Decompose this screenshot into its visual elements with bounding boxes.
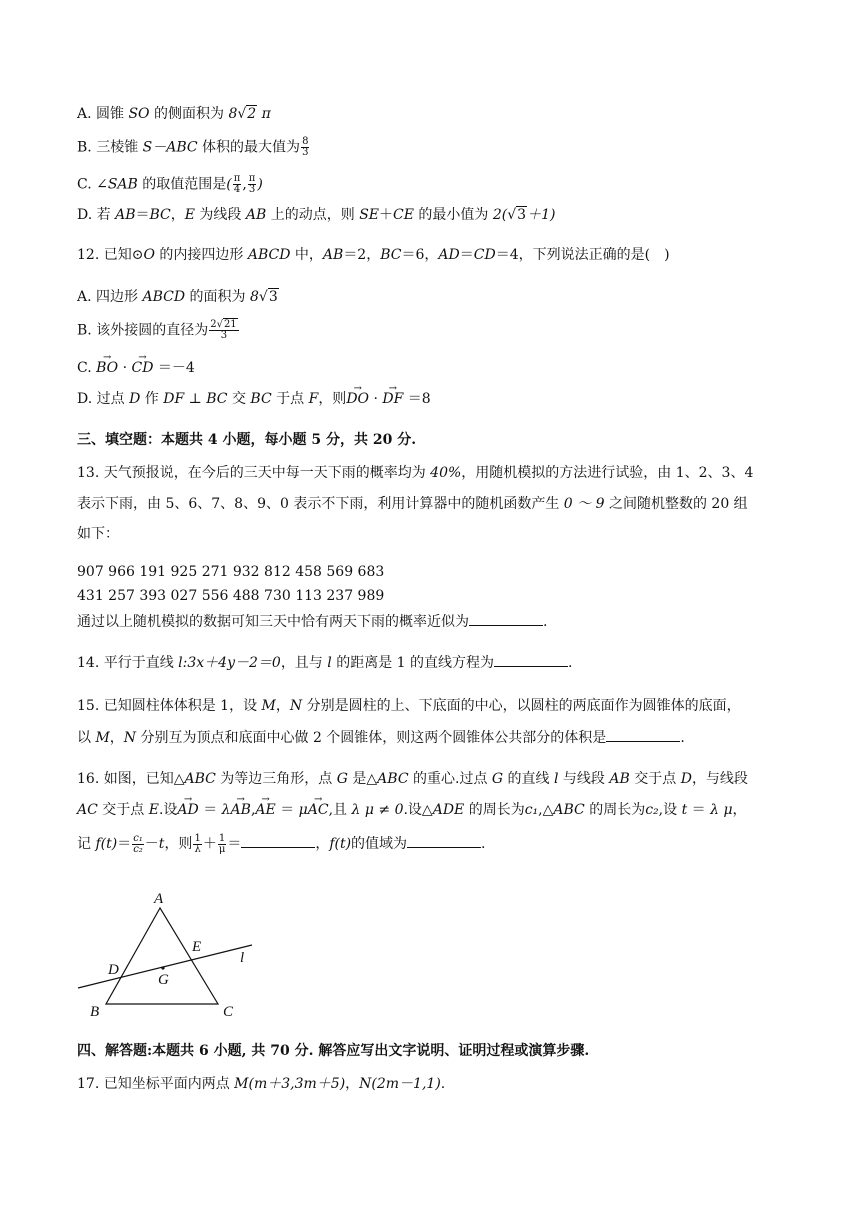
triangle-figure (74, 888, 264, 1028)
q13-line-3: 如下： (77, 526, 119, 542)
q12-option-b: B. 该外接圆的直径为 $\frac{2√21}{3}$ (77, 319, 237, 341)
label-e: E (192, 939, 202, 955)
label-g: G (158, 972, 169, 988)
point-g (161, 966, 164, 969)
q12-option-d: D. 过点 D 作 DF ⊥ BC 交 BC 于点 F，则→ DO · → DF ＝8 (77, 389, 431, 409)
section-3-heading: 三、填空题：本题共 4 小题，每小题 5 分，共 20 分. (77, 432, 417, 448)
q12-stem: 12. 已知⊙O 的内接四边形 ABCD 中，AB＝2，BC＝6，AD＝CD＝4，下列说法正确的是( ) (77, 247, 670, 263)
q12-option-a: A. 四边形 ABCD 的面积为 8√3 (77, 289, 278, 305)
q16-line-3: 记 f(t)＝ $\frac{\text{c₁}}{\text{c₂}}$ －t，则 $\frac{1}{\lambda}$ ＋ $\frac{1}{\mu}$ ＝ ，f(t)的值域为 . (77, 832, 486, 855)
label-a: A (154, 891, 164, 907)
q11-option-b: B. 三棱锥 S－ABC 体积的最大值为 $\frac{8}{3}$ (77, 136, 309, 158)
label-b: B (90, 1004, 100, 1020)
q16-line-1: 16. 如图，已知△ABC 为等边三角形，点 G 是△ABC 的重心.过点 G 的直线 l 与线段 AB 交于点 D，与线段 (77, 771, 748, 787)
section-4-heading: 四、解答题:本题共 6 小题, 共 70 分. 解答应写出文字说明、证明过程或演算步骤. (77, 1043, 590, 1059)
label-d: D (108, 962, 119, 978)
label-c: C (223, 1004, 234, 1020)
q13-line-1: 13. 天气预报说，在今后的三天中每一天下雨的概率均为 40%，用随机模拟的方法进行试验，由 1、2、3、4 (77, 465, 754, 481)
q13-data-row-2: 431 257 393 027 556 488 730 113 237 989 (77, 588, 385, 604)
q11-option-c: C. ∠SAB 的取值范围是( $\frac{\pi}{4}$ , $\frac{\pi}{3}$ ) (77, 173, 263, 195)
q13-question: 通过以上随机模拟的数据可知三天中恰有两天下雨的概率近似为 . (77, 611, 547, 632)
q15-line-1: 15. 已知圆柱体体积是 1，设 M，N 分别是圆柱的上、下底面的中心，以圆柱的两底面作为圆锥体的底面， (77, 698, 741, 714)
q11-option-a: A. 圆锥 SO 的侧面积为 8√2 π (77, 106, 271, 122)
triangle-abc (106, 908, 218, 1004)
q14: 14. 平行于直线 l:3x＋4y－2＝0，且与 l 的距离是 1 的直线方程为 . (77, 652, 572, 673)
q11-option-d: D. 若 AB＝BC，E 为线段 AB 上的动点，则 SE＋CE 的最小值为 2(√3＋1) (77, 207, 556, 223)
q16-line-2: AC 交于点 E.设→ AD ＝ λ→ AB,→ AE ＝ μ→ AC,且 λ μ ≠ 0.设△ADE 的周长为c₁,△ABC 的周长为c₂,设 t ＝ λ μ， (77, 800, 747, 820)
q15-line-2: 以 M，N 分别互为顶点和底面中心做 2 个圆锥体，则这两个圆锥体公共部分的体积是 . (77, 727, 685, 748)
label-l: l (240, 950, 245, 966)
q12-option-c: C. → BO · → CD ＝－4 (77, 358, 195, 378)
q13-data-row-1: 907 966 191 925 271 932 812 458 569 683 (77, 564, 385, 580)
q13-line-2: 表示下雨，由 5、6、7、8、9、0 表示不下雨，利用计算器中的随机函数产生 0 ～ 9 之间随机整数的 20 组 (77, 496, 748, 512)
q17: 17. 已知坐标平面内两点 M(m＋3,3m＋5)，N(2m－1,1). (77, 1076, 446, 1092)
